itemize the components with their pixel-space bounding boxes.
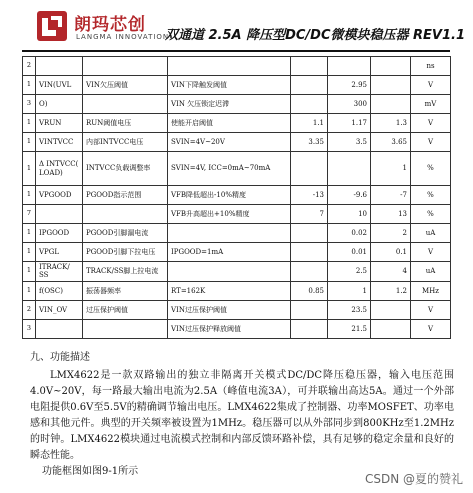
table-row <box>23 224 451 243</box>
typ-cell <box>328 152 371 186</box>
condition-cell: SVIN=4V, ICC=0mA~70mA <box>168 152 291 186</box>
table-row <box>23 243 451 262</box>
condition-cell: VFB升高超出+10%精度 <box>168 205 291 224</box>
parameter-cell: VIN欠压阈值 <box>83 76 168 95</box>
function-description <box>30 350 454 480</box>
min-cell <box>291 152 328 186</box>
unit-cell: V <box>411 133 451 152</box>
max-cell: 1.3 <box>371 114 411 133</box>
typ-cell: -9.6 <box>328 186 371 205</box>
condition-cell <box>168 224 291 243</box>
min-cell: 1.1 <box>291 114 328 133</box>
max-cell <box>371 319 411 338</box>
condition-cell: VFB降低超出-10%精度 <box>168 186 291 205</box>
condition-cell <box>168 57 291 76</box>
min-cell <box>291 243 328 262</box>
unit-cell: MHz <box>411 281 451 300</box>
max-cell <box>371 57 411 76</box>
table-row <box>23 281 451 300</box>
symbol-cell: IPGOOD <box>36 224 83 243</box>
max-cell: 4 <box>371 262 411 282</box>
min-cell: -13 <box>291 186 328 205</box>
typ-cell: 3.5 <box>328 133 371 152</box>
max-cell <box>371 76 411 95</box>
symbol-cell: VRUN <box>36 114 83 133</box>
symbol-cell <box>36 57 83 76</box>
typ-cell: 0.01 <box>328 243 371 262</box>
condition-cell: VIN下降触发阈值 <box>168 76 291 95</box>
symbol-cell: f(OSC) <box>36 281 83 300</box>
row-index: 7 <box>23 205 36 224</box>
table-row <box>23 186 451 205</box>
unit-cell: % <box>411 186 451 205</box>
min-cell <box>291 300 328 319</box>
unit-cell: V <box>411 114 451 133</box>
condition-cell: VIN过压保护阈值 <box>168 300 291 319</box>
typ-cell: 0.02 <box>328 224 371 243</box>
max-cell: 13 <box>371 205 411 224</box>
unit-cell: uA <box>411 224 451 243</box>
page-header <box>0 0 473 58</box>
max-cell: -7 <box>371 186 411 205</box>
min-cell <box>291 57 328 76</box>
table-row <box>23 262 451 282</box>
parameter-cell: 振荡器频率 <box>83 281 168 300</box>
parameter-cell: PGOOD引脚漏电流 <box>83 224 168 243</box>
table-row <box>23 76 451 95</box>
table-row <box>23 57 451 76</box>
parameter-cell: PGOOD引脚下拉电压 <box>83 243 168 262</box>
unit-cell: V <box>411 300 451 319</box>
unit-cell: V <box>411 76 451 95</box>
parameter-cell <box>83 95 168 114</box>
document-title: 双通道 2.5A 降压型DC/DC微模块稳压器 REV1.1 <box>164 28 465 43</box>
max-cell: 1 <box>371 152 411 186</box>
typ-cell: 1.17 <box>328 114 371 133</box>
table-row <box>23 95 451 114</box>
typ-cell: 300 <box>328 95 371 114</box>
symbol-cell: VPGOOD <box>36 186 83 205</box>
parameter-cell <box>83 319 168 338</box>
row-index: 1 <box>23 243 36 262</box>
row-index: 1 <box>23 76 36 95</box>
parameter-cell <box>83 205 168 224</box>
condition-cell: VIN过压保护释放阈值 <box>168 319 291 338</box>
row-index: 2 <box>23 300 36 319</box>
table-row <box>23 300 451 319</box>
row-index: 2 <box>23 57 36 76</box>
typ-cell: 1 <box>328 281 371 300</box>
condition-cell <box>168 262 291 282</box>
typ-cell: 21.5 <box>328 319 371 338</box>
min-cell: 7 <box>291 205 328 224</box>
description-paragraph: LMX4622是一款双路输出的独立非隔离开关模式DC/DC降压稳压器，输入电压范围4.0V~20V，每一路最大输出电流为2.5A（峰值电流3A），可并联输出高达5A。通过一个外部电阻提供0.6V至5.5V的精确调节输出电压。LMX4622集成了控制器、功率MOSFET、功率电感和其他元件。典型的开关频率被设置为1MHz。稳压器可以从外部同步到800KHz至1.2MHz的时钟。LMX4622模块通过电流模式控制和内部反馈环路补偿，具有足够的稳定余量和良好的瞬态性能。 <box>30 370 454 461</box>
row-index: 1 <box>23 224 36 243</box>
brand-name-en: LANGMA INNOVATION <box>76 33 170 41</box>
min-cell <box>291 95 328 114</box>
symbol-cell: O) <box>36 95 83 114</box>
unit-cell: % <box>411 152 451 186</box>
parameter-cell <box>83 57 168 76</box>
symbol-cell <box>36 205 83 224</box>
symbol-cell: VPGL <box>36 243 83 262</box>
table-row <box>23 133 451 152</box>
max-cell <box>371 300 411 319</box>
typ-cell <box>328 57 371 76</box>
symbol-cell: Δ INTVCC( LOAD) <box>36 152 83 186</box>
min-cell <box>291 224 328 243</box>
min-cell <box>291 76 328 95</box>
table-row <box>23 152 451 186</box>
condition-cell: VIN 欠压锁定迟滞 <box>168 95 291 114</box>
max-cell: 3.65 <box>371 133 411 152</box>
min-cell <box>291 319 328 338</box>
unit-cell: mV <box>411 95 451 114</box>
symbol-cell <box>36 319 83 338</box>
unit-cell: uA <box>411 262 451 282</box>
typ-cell: 23.5 <box>328 300 371 319</box>
parameter-cell: PGOOD指示范围 <box>83 186 168 205</box>
row-index: 3 <box>23 319 36 338</box>
parameter-cell: TRACK/SS脚上拉电流 <box>83 262 168 282</box>
section-title: 九、功能描述 <box>30 352 90 363</box>
unit-cell: V <box>411 243 451 262</box>
condition-cell: IPGOOD=1mA <box>168 243 291 262</box>
max-cell: 2 <box>371 224 411 243</box>
typ-cell: 10 <box>328 205 371 224</box>
typ-cell: 2.95 <box>328 76 371 95</box>
parameter-cell: RUN阈值电压 <box>83 114 168 133</box>
table-row <box>23 114 451 133</box>
row-index: 1 <box>23 133 36 152</box>
table-row <box>23 319 451 338</box>
row-index: 1 <box>23 186 36 205</box>
row-index: 3 <box>23 95 36 114</box>
row-index: 1 <box>23 114 36 133</box>
min-cell: 0.85 <box>291 281 328 300</box>
row-index: 1 <box>23 281 36 300</box>
max-cell: 1.2 <box>371 281 411 300</box>
max-cell <box>371 95 411 114</box>
symbol-cell: ITRACK/ SS <box>36 262 83 282</box>
condition-cell: SVIN=4V~20V <box>168 133 291 152</box>
row-index: 1 <box>23 262 36 282</box>
condition-cell: 使能开启阈值 <box>168 114 291 133</box>
row-index: 1 <box>23 152 36 186</box>
symbol-cell: VIN(UVL <box>36 76 83 95</box>
company-logo-icon <box>36 10 68 42</box>
min-cell <box>291 262 328 282</box>
symbol-cell: VINTVCC <box>36 133 83 152</box>
figure-reference: 功能框图如图9-1所示 <box>42 466 139 477</box>
brand-name-cn: 朗玛芯创 <box>74 15 146 35</box>
unit-cell: V <box>411 319 451 338</box>
max-cell: 0.1 <box>371 243 411 262</box>
parameter-cell: 内部INTVCC电压 <box>83 133 168 152</box>
parameter-cell: 过压保护阈值 <box>83 300 168 319</box>
min-cell: 3.35 <box>291 133 328 152</box>
unit-cell: ns <box>411 57 451 76</box>
watermark: CSDN @夏的赞礼 <box>364 472 463 486</box>
table-row <box>23 205 451 224</box>
symbol-cell: VIN_OV <box>36 300 83 319</box>
header-rule <box>22 50 450 52</box>
electrical-spec-table <box>22 56 451 339</box>
condition-cell: RT=162K <box>168 281 291 300</box>
unit-cell: % <box>411 205 451 224</box>
typ-cell: 2.5 <box>328 262 371 282</box>
parameter-cell: INTVCC负载调整率 <box>83 152 168 186</box>
